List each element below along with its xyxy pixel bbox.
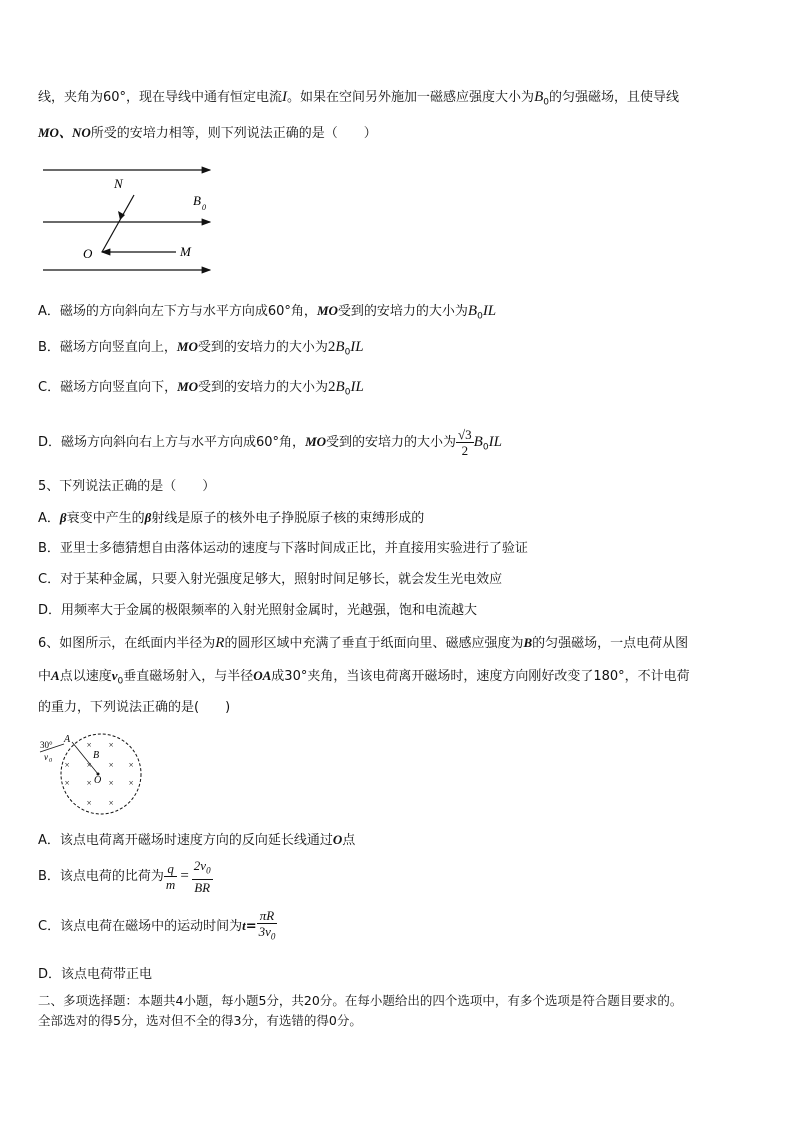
q5-option-c [38, 571, 502, 589]
label-30: 30° [40, 740, 53, 750]
math: B [335, 339, 345, 355]
cross: × [64, 778, 71, 788]
label-b: B [93, 750, 100, 761]
wire-name: MO [316, 303, 338, 318]
q6-stem-line1 [38, 634, 688, 653]
q4-option-b [38, 338, 364, 362]
math: v [111, 668, 118, 683]
label-o: O [94, 775, 102, 786]
q5-option-d [38, 602, 477, 620]
text: 中 [38, 669, 52, 684]
math: = [180, 868, 189, 884]
q6-option-d [38, 966, 152, 984]
denominator: 2 [461, 443, 469, 458]
label-b0: B [193, 193, 201, 208]
text: 线，夹角为60°，现在导线中通有恒定电流 [38, 90, 283, 105]
math: R [215, 635, 225, 651]
cross: × [86, 798, 93, 808]
denominator [257, 924, 278, 945]
text: D．该点电荷带正电 [38, 967, 153, 982]
label-m: M [180, 244, 191, 259]
subscript: 0 [482, 442, 489, 453]
text: 6、如图所示，在纸面内半径为 [38, 636, 216, 651]
text: 受到的安培力的大小为 [198, 380, 329, 395]
text: 的重力，下列说法正确的是( ) [38, 700, 231, 715]
q4-stem-line2 [38, 124, 377, 143]
text: C．对于某种金属，只要入射光强度足够大，照射时间足够长，就会发生光电效应 [38, 572, 503, 587]
q4-option-d [38, 422, 502, 468]
text: 射线是原子的核外电子挣脱原子核的束缚形成的 [151, 511, 425, 526]
cross: × [128, 778, 135, 788]
math: B [473, 434, 483, 450]
wire-name: MO [305, 434, 327, 449]
text: C．该点电荷在磁场中的运动时间为 [38, 919, 243, 934]
q6-figure [38, 730, 148, 820]
symbol: β [59, 510, 67, 525]
cross: × [86, 740, 93, 750]
fraction [192, 858, 213, 895]
cross: × [108, 778, 115, 788]
subscript: 0 [117, 676, 124, 687]
cross: × [108, 798, 115, 808]
label-o: O [83, 246, 93, 261]
text: A．磁场的方向斜向左下方与水平方向成60°角， [38, 304, 317, 319]
q6-stem-line2 [38, 667, 690, 691]
text: 的匀强磁场，且使导线 [548, 90, 679, 105]
cross: × [86, 778, 93, 788]
math: B [467, 303, 478, 319]
field-symbol: B [534, 89, 544, 105]
math: t [242, 918, 246, 933]
q4-figure [38, 160, 218, 280]
numerator: πR [257, 908, 278, 924]
label-a: A [64, 734, 71, 745]
fraction [164, 861, 177, 892]
q4-option-a [38, 302, 496, 326]
cross: × [108, 760, 115, 770]
wire-name: MO [177, 379, 199, 394]
q6-option-b [38, 858, 213, 895]
math: IL [350, 339, 364, 355]
label-v0: v [44, 752, 48, 762]
text: B．磁场方向竖直向上， [38, 340, 177, 355]
subscript: 0 [477, 311, 483, 322]
denominator: BR [194, 879, 211, 895]
numerator [192, 858, 213, 880]
cross: × [86, 760, 93, 770]
section2-line1 [38, 992, 682, 1010]
math: 2 [328, 379, 336, 395]
label-v0-sub: 0 [49, 758, 52, 764]
text: 点以速度 [59, 669, 112, 684]
math: IL [350, 379, 364, 395]
denominator: m [165, 877, 176, 892]
field-circle [61, 734, 141, 814]
text: A．该点电荷离开磁场时速度方向的反向延长线通过 [38, 833, 333, 848]
math: IL [488, 434, 502, 450]
math: 3v [258, 924, 271, 940]
text: D．磁场方向斜向右上方与水平方向成60°角， [38, 435, 306, 450]
q5-stem [38, 478, 215, 496]
text: 。如果在空间另外施加一磁感应强度大小为 [287, 90, 535, 105]
text: 受到的安培力的大小为 [326, 435, 457, 450]
fraction [257, 908, 278, 945]
numerator: q [164, 861, 177, 877]
subscript: 0 [543, 97, 549, 108]
label-b0-sub: 0 [202, 203, 206, 212]
q4-option-c [38, 378, 364, 402]
math: A [51, 668, 60, 683]
q5-option-a [38, 509, 424, 528]
math: OA [253, 668, 272, 683]
text: 垂直磁场射入，与半径 [123, 669, 254, 684]
current-symbol: I [282, 89, 288, 105]
math: = [245, 919, 257, 934]
q5-option-b [38, 540, 528, 558]
text: D．用频率大于金属的极限频率的入射光照射金属时，光越强，饱和电流越大 [38, 603, 478, 618]
q6-option-a [38, 831, 355, 850]
math: O [332, 832, 343, 847]
wire-name: MO [176, 339, 198, 354]
subscript: 0 [344, 347, 351, 358]
symbol: β [144, 510, 152, 525]
cross: × [64, 760, 71, 770]
label-n: N [114, 176, 123, 191]
subscript: 0 [344, 387, 351, 398]
text: 二、多项选择题：本题共4小题，每小题5分，共20分。在每小题给出的四个选项中，有多个选项是符合题目要求的。 [38, 993, 683, 1008]
text: B．该点电荷的比荷为 [38, 869, 164, 884]
cross: × [128, 760, 135, 770]
text: 受到的安培力的大小为 [197, 340, 328, 355]
text: C．磁场方向竖直向下， [38, 380, 178, 395]
cross: × [108, 740, 115, 750]
math: 2v [193, 858, 207, 874]
text: 的圆形区域中充满了垂直于纸面向里、磁感应强度为 [224, 636, 524, 651]
text: 全部选对的得5分，选对但不全的得3分，有选错的得0分。 [38, 1013, 362, 1028]
text: 5、下列说法正确的是（ ） [38, 479, 216, 494]
text: A． [38, 511, 60, 526]
section2-line2 [38, 1012, 362, 1030]
fraction [456, 427, 474, 458]
text: 衰变中产生的 [66, 511, 145, 526]
subscript: 0 [270, 931, 276, 942]
q6-stem-line3 [38, 699, 230, 717]
text: 的匀强磁场，一点电荷从图 [532, 636, 689, 651]
text: 成30°夹角，当该电荷离开磁场时，速度方向刚好改变了180°，不计电荷 [271, 669, 690, 684]
wire-on [102, 195, 134, 252]
q6-option-c [38, 908, 277, 945]
wire-names: MO、NO [38, 125, 91, 140]
subscript: 0 [206, 865, 211, 876]
math: IL [482, 303, 497, 319]
numerator: √3 [458, 427, 472, 442]
text: 所受的安培力相等，则下列说法正确的是（ ） [90, 126, 377, 141]
text: 受到的安培力的大小为 [337, 304, 468, 319]
math: 2 [327, 339, 336, 355]
text: B．亚里士多德猜想自由落体运动的速度与下落时间成正比，并直接用实验进行了验证 [38, 541, 528, 556]
math: B [523, 635, 533, 650]
text: 点 [342, 833, 356, 848]
math: B [335, 379, 345, 395]
q4-stem-line1 [38, 88, 679, 112]
